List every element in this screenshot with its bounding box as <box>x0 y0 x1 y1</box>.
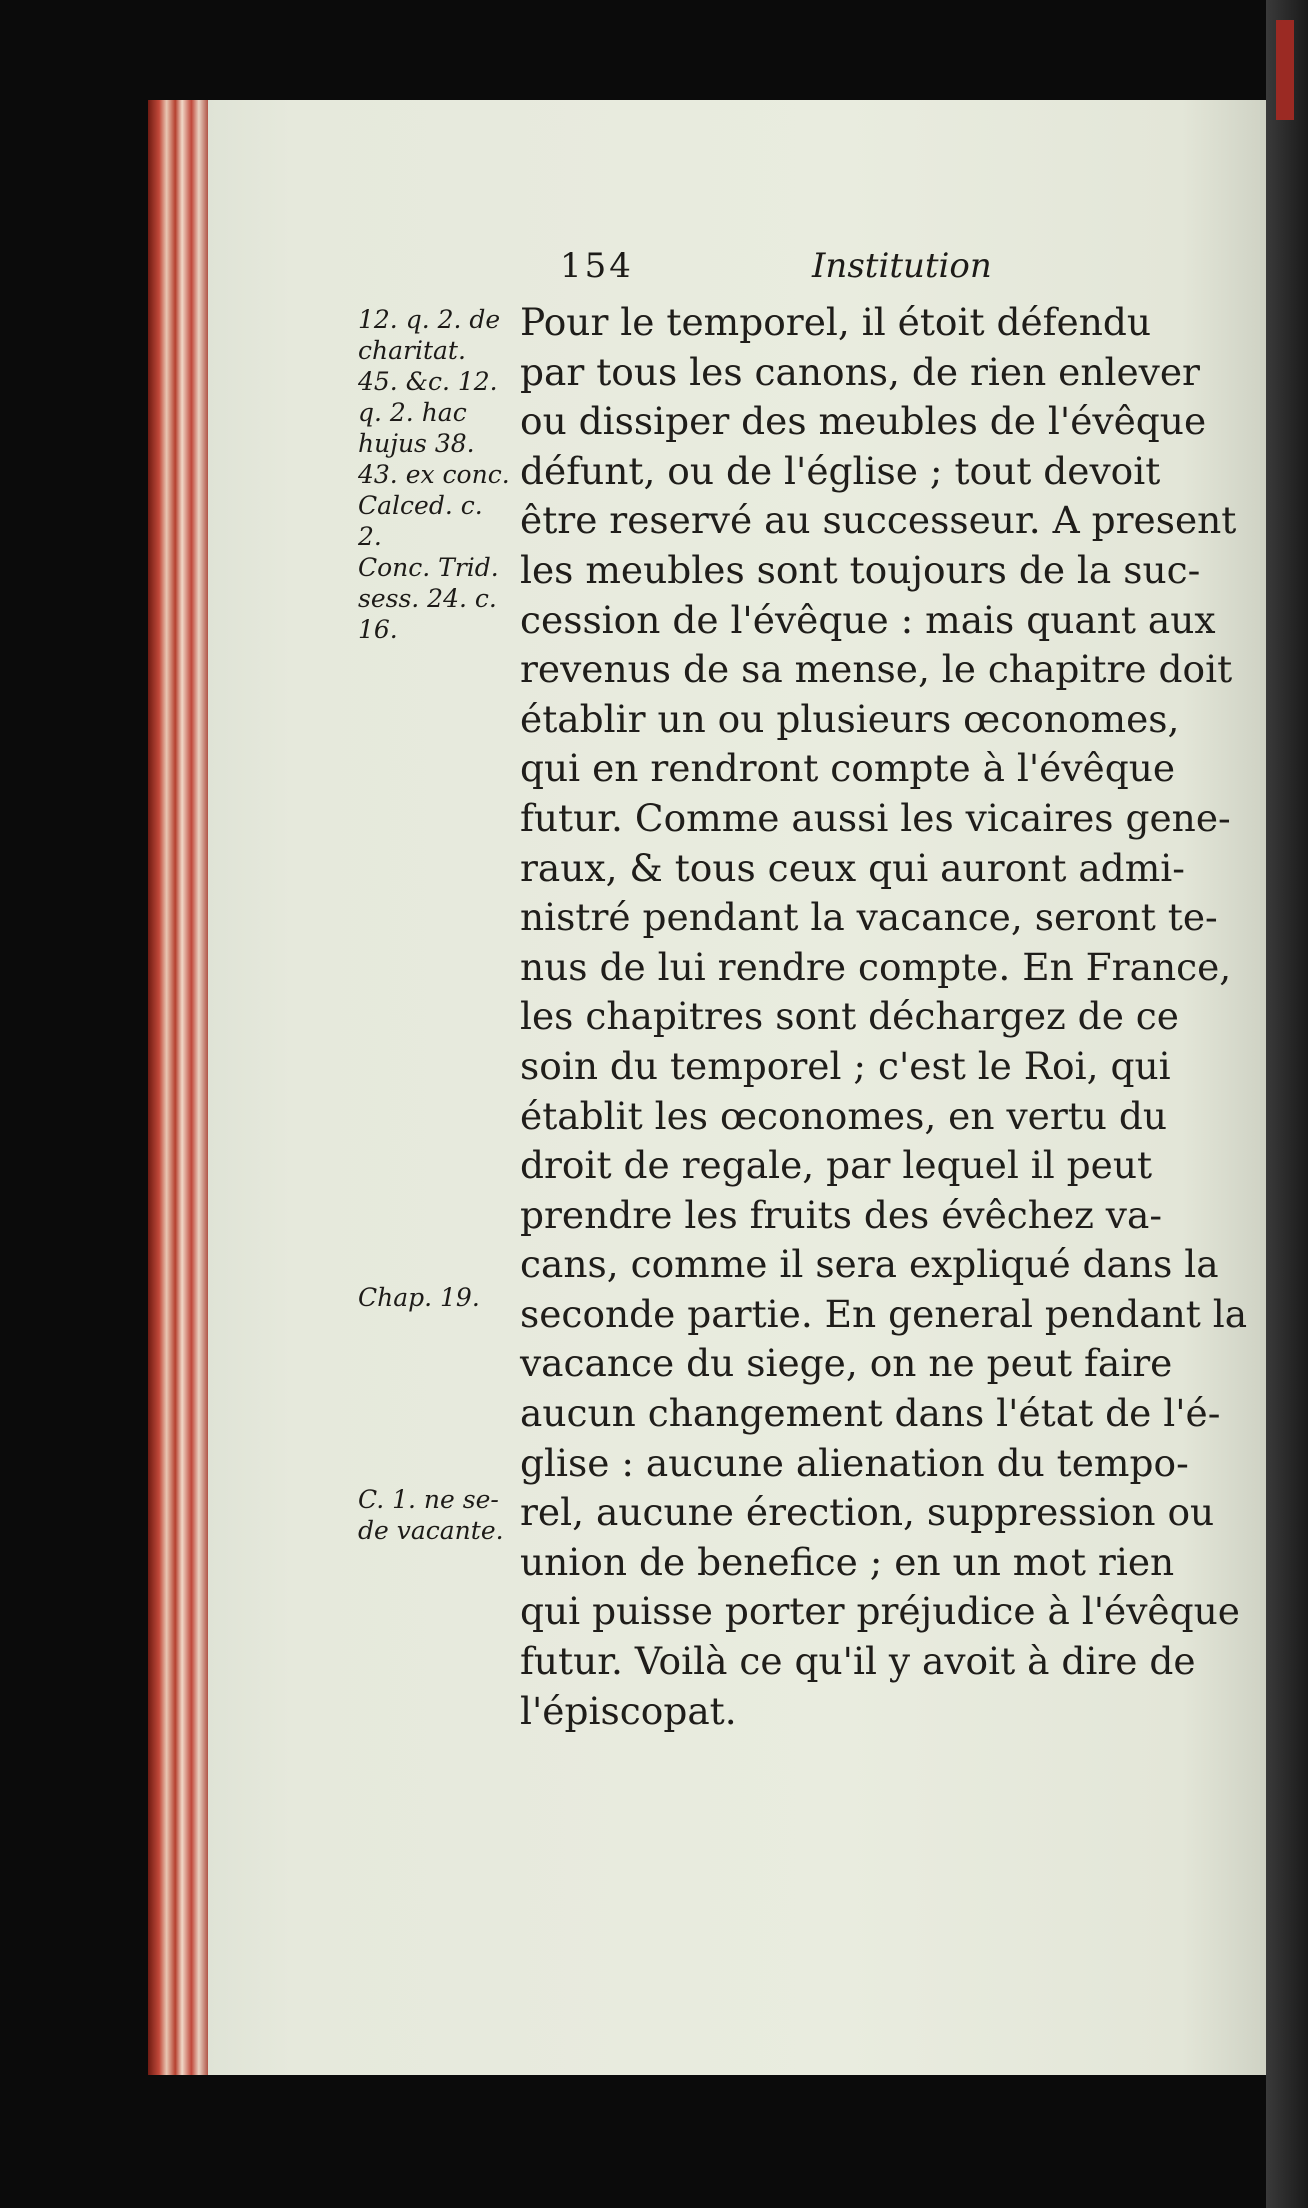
text-line: établit les œconomes, en vertu du <box>520 1093 1168 1138</box>
margin-note-line: 45. &c. 12. <box>358 367 498 396</box>
text-line: nus de lui rendre compte. En France, <box>520 944 1232 989</box>
running-title: Institution <box>812 246 992 286</box>
margin-note-line: charitat. <box>358 336 466 365</box>
text-line: par tous les canons, de rien enlever <box>520 349 1200 394</box>
margin-note-line: Chap. 19. <box>358 1283 480 1312</box>
text-line: défunt, ou de l'église ; tout devoit <box>520 448 1161 493</box>
margin-note-line: 43. ex conc. <box>358 460 510 489</box>
margin-note-line: de vacante. <box>358 1516 504 1545</box>
text-line: union de benefice ; en un mot rien <box>520 1539 1175 1584</box>
margin-note-sede-vacante <box>358 1484 504 1546</box>
margin-note-line: 16. <box>358 615 398 644</box>
margin-note-line: hujus 38. <box>358 429 475 458</box>
margin-note-line: q. 2. hac <box>358 398 467 427</box>
text-line: prendre les fruits des évêchez va- <box>520 1192 1163 1237</box>
text-line: les meubles sont toujours de la suc- <box>520 547 1201 592</box>
text-line: aucun changement dans l'état de l'é- <box>520 1391 1221 1436</box>
margin-note-line: sess. 24. c. <box>358 584 497 613</box>
text-line: ou dissiper des meubles de l'évêque <box>520 399 1207 444</box>
text-line: futur. Voilà ce qu'il y avoit à dire de <box>520 1639 1196 1684</box>
margin-note-canon-law <box>358 304 510 645</box>
text-line: qui en rendront compte à l'évêque <box>520 746 1176 791</box>
text-line: Pour le temporel, il étoit défendu <box>520 300 1152 344</box>
page-number: 154 <box>560 246 634 286</box>
text-line: établir un ou plusieurs œconomes, <box>520 696 1180 741</box>
page-edges <box>148 100 210 2075</box>
text-line: être reservé au successeur. A present <box>520 498 1237 543</box>
margin-note-line: 12. q. 2. de <box>358 305 501 334</box>
margin-note-line: Calced. c. <box>358 491 483 520</box>
text-line: l'épiscopat. <box>520 1688 737 1733</box>
text-line: vacance du siege, on ne peut faire <box>520 1341 1173 1386</box>
margin-note-line: 2. <box>358 522 382 551</box>
margin-note-line: Conc. Trid. <box>358 553 499 582</box>
text-line: nistré pendant la vacance, seront te- <box>520 895 1218 940</box>
text-line: droit de regale, par lequel il peut <box>520 1143 1153 1188</box>
text-line: qui puisse porter préjudice à l'évêque <box>520 1589 1240 1634</box>
right-book-block <box>1266 0 1308 2208</box>
text-line: cession de l'évêque : mais quant aux <box>520 597 1216 642</box>
text-line: revenus de sa mense, le chapitre doit <box>520 647 1233 692</box>
text-line: les chapitres sont déchargez de ce <box>520 994 1179 1039</box>
text-line: soin du temporel ; c'est le Roi, qui <box>520 1043 1171 1088</box>
text-line: seconde partie. En general pendant la <box>520 1291 1248 1336</box>
margin-note-chapter <box>358 1282 480 1313</box>
margin-note-line: C. 1. ne se- <box>358 1485 499 1514</box>
text-line: futur. Comme aussi les vicaires gene- <box>520 795 1231 840</box>
text-line: rel, aucune érection, suppression ou <box>520 1490 1215 1535</box>
main-text <box>520 298 1248 1736</box>
text-line: glise : aucune alienation du tempo- <box>520 1440 1189 1485</box>
red-bookmark-strip <box>1276 20 1294 120</box>
text-line: cans, comme il sera expliqué dans la <box>520 1242 1219 1287</box>
text-line: raux, & tous ceux qui auront admi- <box>520 845 1185 890</box>
